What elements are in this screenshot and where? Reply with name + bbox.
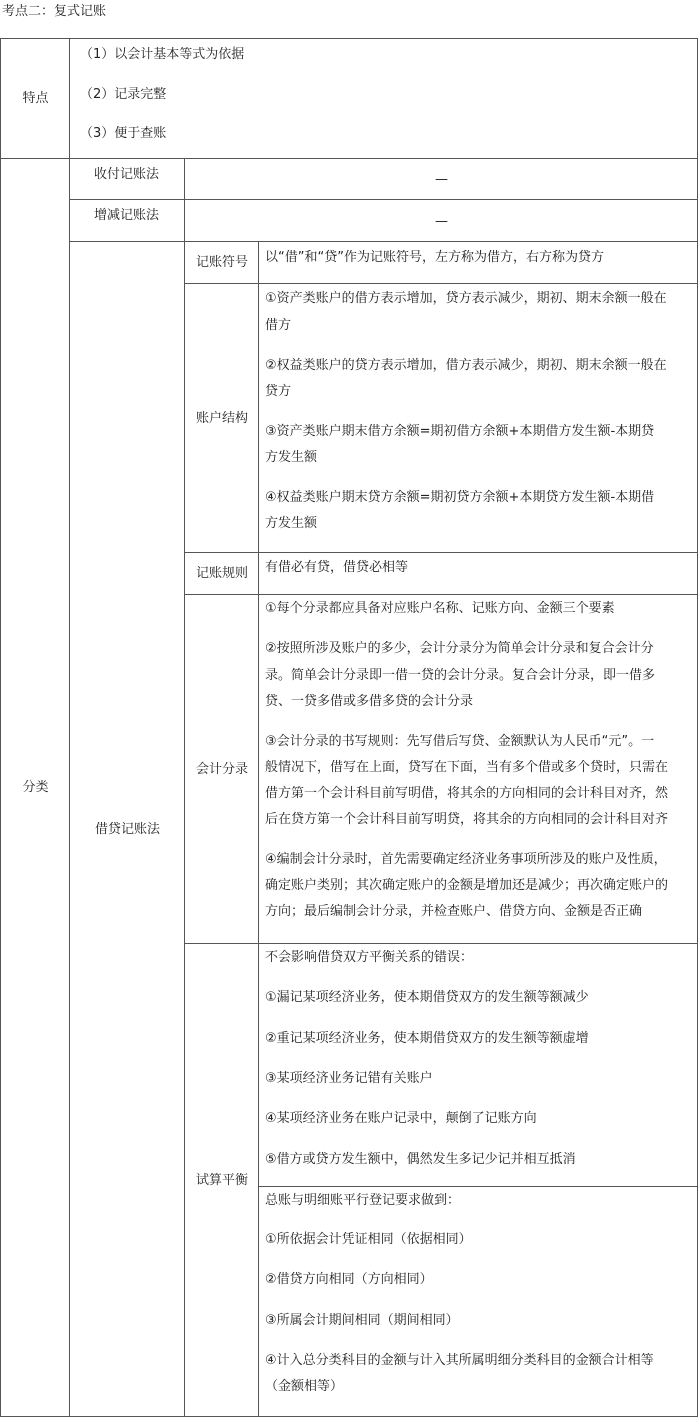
trial-error-line: 不会影响借贷双方平衡关系的错误：	[265, 950, 474, 965]
entry-line: 般情况下，借写在上面，贷写在下面，当有多个借或多个贷时，只需在	[265, 760, 669, 775]
trial-parallel-line: ②借贷方向相同（方向相同）	[265, 1272, 433, 1287]
entry-content-cell	[258, 594, 698, 944]
entry-line: 贷、一贷多借或多借多贷的会计分录	[265, 694, 474, 709]
sub-label-cell	[184, 594, 259, 944]
structure-line: 方发生额	[265, 450, 318, 465]
features-content-cell	[69, 38, 698, 159]
entry-line: ③会计分录的书写规则：先写借后写贷、金额默认为人民币“元”。一	[265, 734, 655, 749]
entry-label: 会计分录	[195, 761, 248, 777]
trial-error-line: ⑤借方或贷方发生额中，偶然发生多记少记并相互抵消	[265, 1152, 576, 1167]
structure-line: ①资产类账户的借方表示增加，贷方表示减少，期初、期末余额一般在	[265, 291, 667, 306]
classification-label: 分类	[22, 780, 49, 795]
trial-parallel-line: 总账与明细账平行登记要求做到：	[265, 1193, 461, 1208]
features-label: 特点	[22, 91, 49, 106]
trial-parallel-line: （金额相等）	[265, 1379, 344, 1394]
entry-line: 后在贷方第一个会计科目前写明贷，将其余的方向相同的会计科目对齐	[265, 812, 669, 827]
entry-line: 借方第一个会计科目前写明借，将其余的方向相同的会计科目对齐，然	[265, 786, 669, 801]
features-label-cell	[0, 38, 70, 159]
structure-line: 贷方	[265, 384, 292, 399]
entry-line: ①每个分录都应具备对应账户名称、记账方向、金额三个要素	[265, 601, 615, 616]
structure-line: 方发生额	[265, 516, 318, 531]
rule-content-cell	[258, 552, 698, 595]
table-bottom-border	[0, 1416, 698, 1417]
symbol-text: 以“借”和“贷”作为记账符号，左方称为借方，右方称为贷方	[265, 250, 604, 265]
method-cell	[69, 158, 185, 200]
method-content-cell	[184, 158, 698, 200]
entry-line: 方向；最后编制会计分录，并检查账户、借贷方向、金额是否正确	[265, 904, 643, 919]
trial-error-line: ③某项经济业务记错有关账户	[265, 1071, 433, 1086]
table-right-border	[697, 38, 698, 1417]
trial-error-line: ④某项经济业务在账户记录中，颠倒了记账方向	[265, 1111, 537, 1126]
sub-label-cell	[184, 943, 259, 1417]
structure-content-cell	[258, 283, 698, 553]
trial-error-line: ①漏记某项经济业务，使本期借贷双方的发生额等额减少	[265, 990, 589, 1005]
sub-label-cell	[184, 552, 259, 595]
trial-parallel-line: ①所依据会计凭证相同（依据相同）	[265, 1232, 472, 1247]
sub-label-cell	[184, 283, 259, 553]
classification-label-cell	[0, 158, 70, 1417]
method-cell	[69, 199, 185, 242]
features-item: （1）以会计基本等式为依据	[80, 47, 245, 62]
trial-label: 试算平衡	[195, 1172, 248, 1188]
trial-parallel-cell	[258, 1186, 698, 1417]
rule-label: 记账规则	[195, 566, 248, 581]
page-title: 考点二：复式记账	[2, 4, 107, 19]
structure-label: 账户结构	[195, 410, 248, 426]
method-content: —	[435, 213, 448, 229]
trial-parallel-line: ④计入总分类科目的金额与计入其所属明细分类科目的金额合计相等	[265, 1353, 654, 1368]
entry-line: 录。简单会计分录即一借一贷的会计分录。复合会计分录，即一借多	[265, 668, 656, 683]
entry-line: 确定账户类别；其次确定账户的金额是增加还是减少；再次确定账户的	[265, 878, 669, 893]
entry-line: ②按照所涉及账户的多少，会计分录分为简单会计分录和复合会计分	[265, 641, 654, 656]
features-item: （3）便于查账	[80, 126, 167, 141]
trial-errors-cell	[258, 943, 698, 1187]
entry-line: ④编制会计分录时，首先需要确定经济业务事项所涉及的账户及性质，	[265, 852, 667, 867]
trial-parallel-line: ③所属会计期间相同（期间相同）	[265, 1313, 459, 1328]
method-name: 借贷记账法	[94, 821, 160, 837]
method-name: 收付记账法	[94, 167, 160, 182]
rule-text: 有借必有贷，借贷必相等	[265, 560, 409, 575]
structure-line: 借方	[265, 318, 292, 333]
method-cell	[69, 241, 185, 1417]
sub-label-cell	[184, 241, 259, 284]
method-content: —	[435, 172, 448, 187]
structure-line: ③资产类账户期末借方余额=期初借方余额+本期借方发生额-本期贷	[265, 424, 655, 439]
structure-line: ②权益类账户的贷方表示增加，借方表示减少，期初、期末余额一般在	[265, 358, 667, 373]
method-name: 增减记账法	[94, 208, 160, 223]
trial-error-line: ②重记某项经济业务，使本期借贷双方的发生额等额虚增	[265, 1031, 589, 1046]
symbol-label: 记账符号	[195, 255, 248, 270]
features-item: （2）记录完整	[80, 87, 167, 102]
method-content-cell	[184, 199, 698, 242]
symbol-content-cell	[258, 241, 698, 284]
structure-line: ④权益类账户期末贷方余额=期初贷方余额+本期贷方发生额-本期借	[265, 490, 655, 505]
